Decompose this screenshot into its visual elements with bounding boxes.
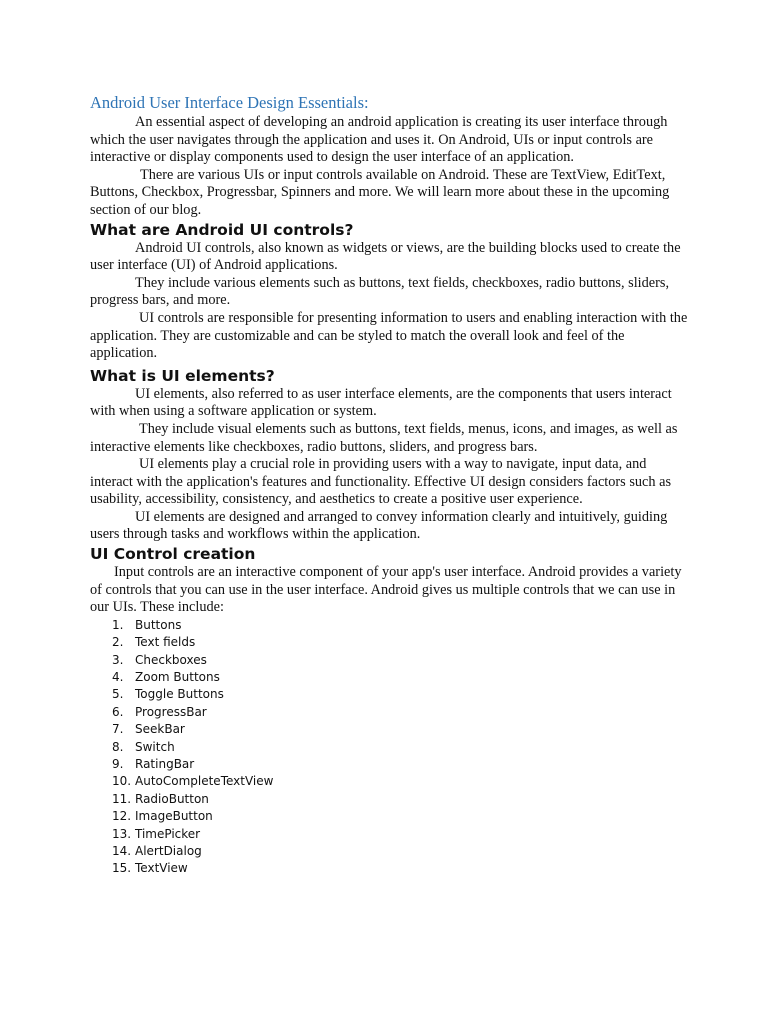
list-item: 6. ProgressBar [112,704,207,719]
list-item: 15. TextView [112,861,188,876]
list-item: 12. ImageButton [112,809,213,824]
body-paragraph: Android UI controls, also known as widgets or views, are the building blocks used to create the user interface (UI) of Android applications. [90,239,681,274]
body-paragraph: Input controls are an interactive component of your app's user interface. Android provides a variety of controls that you can use in the user interface. Android gives us multiple controls that we can use in our UIs. These include: [90,564,682,616]
list-item: 5. Toggle Buttons [112,687,224,702]
body-paragraph: UI elements, also referred to as user interface elements, are the components that users interact with when using a software application or system. [90,385,672,420]
list-item: 10. AutoCompleteTextView [112,774,274,789]
list-item: 1. Buttons [112,617,182,632]
intro-paragraph: There are various UIs or input controls available on Android. These are TextView, EditText, Buttons, Checkbox, Progressbar, Spinners and more. We will learn more about these in the upcoming section of our blog. [90,166,670,218]
body-paragraph: UI elements play a crucial role in providing users with a way to navigate, input data, and interact with the application's features and functionality. Effective UI design considers factors such as usability, accessibility, consistency, and aesthetics to create a positive user experience. [90,456,672,508]
document-title: Android User Interface Design Essentials: [90,93,369,112]
list-item: 4. Zoom Buttons [112,670,220,685]
controls-list [90,617,690,878]
section-heading: What is UI elements? [90,366,275,385]
body-paragraph: They include visual elements such as buttons, text fields, menus, icons, and images, as well as interactive elements like checkboxes, radio buttons, sliders, and progress bars. [90,420,678,455]
list-item: 2. Text fields [112,635,196,650]
list-item: 13. TimePicker [112,826,201,841]
body-paragraph: They include various elements such as buttons, text fields, checkboxes, radio buttons, sliders, progress bars, and more. [90,274,670,309]
document-page [90,92,690,878]
section-heading: UI Control creation [90,545,256,564]
list-item: 11. RadioButton [112,791,209,806]
intro-paragraph: An essential aspect of developing an android application is creating its user interface through which the user navigates through the application and uses it. On Android, UIs or input controls are interactive or display components used to design the user interface of an application. [90,114,668,166]
list-item: 3. Checkboxes [112,652,207,667]
list-item: 9. RatingBar [112,756,195,771]
list-item: 14. AlertDialog [112,843,202,858]
body-paragraph: UI elements are designed and arranged to convey information clearly and intuitively, guiding users through tasks and workflows within the application. [90,508,668,543]
list-item: 8. Switch [112,739,175,754]
body-paragraph: UI controls are responsible for presenting information to users and enabling interaction with the application. They are customizable and can be styled to match the overall look and feel of the application. [90,309,688,362]
list-item: 7. SeekBar [112,722,185,737]
section-heading: What are Android UI controls? [90,220,354,239]
